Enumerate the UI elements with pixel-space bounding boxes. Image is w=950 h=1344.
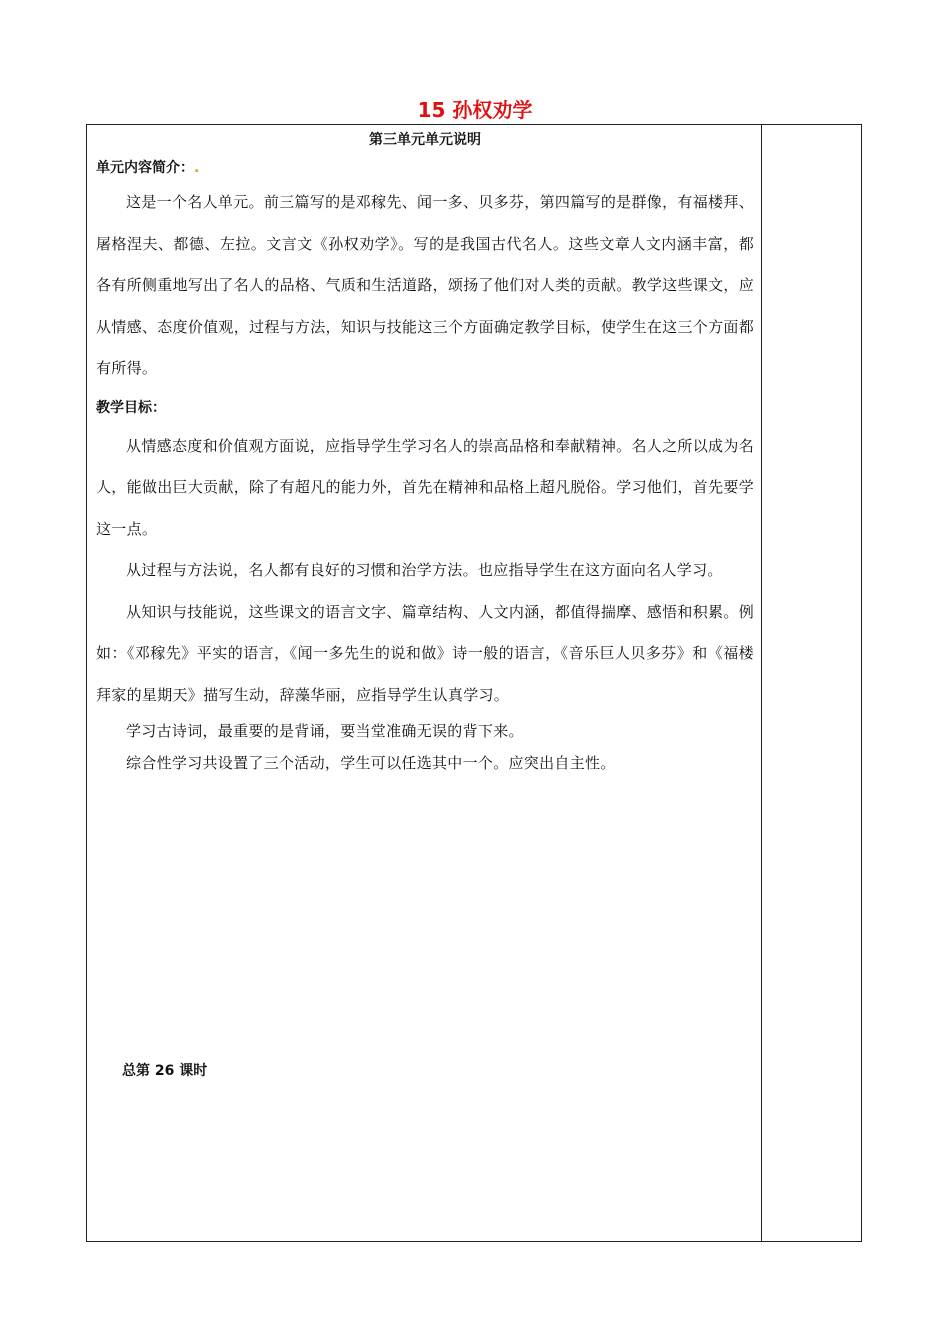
goals-paragraph-3: 从知识与技能说，这些课文的语言文字、篇章结构、人文内涵，都值得揣摩、感悟和积累。例如：《邓稼先》平实的语言，《闻一多先生的说和做》诗一般的语言，《音乐巨人贝多芬》和《福楼拜家的星期天》描写生动，辞藻华丽，应指导学生认真学习。: [96, 602, 754, 704]
goals-heading: 教学目标：: [96, 399, 166, 416]
goals-paragraph-1: 从情感态度和价值观方面说，应指导学生学习名人的崇高品格和奉献精神。名人之所以成为名人，能做出巨大贡献，除了有超凡的能力外，首先在精神和品格上超凡脱俗。学习他们，首先要学这一点。: [96, 436, 754, 538]
unit-title: 第三单元单元说明: [369, 132, 481, 148]
intro-heading: [96, 154, 754, 182]
document-title: 15 孙权劝学: [417, 98, 533, 122]
table-column-divider: [761, 124, 762, 1242]
goals-paragraph-4: 学习古诗词，最重要的是背诵，要当堂准确无误的背下来。: [126, 722, 524, 740]
intro-heading-text: 单元内容简介：: [96, 160, 194, 176]
lesson-count: 总第 26 课时: [122, 1063, 208, 1079]
goals-paragraph-2: 从过程与方法说，名人都有良好的习惯和治学方法。也应指导学生在这方面向名人学习。: [126, 561, 723, 579]
lesson-table-main-cell: [96, 126, 754, 780]
decorative-dot: .: [194, 160, 200, 176]
goals-paragraph-5: 综合性学习共设置了三个活动，学生可以任选其中一个。应突出自主性。: [126, 754, 616, 772]
intro-paragraph: 这是一个名人单元。前三篇写的是邓稼先、闻一多、贝多芬，第四篇写的是群像，有福楼拜、屠格涅夫、都德、左拉。文言文《孙权劝学》。写的是我国古代名人。这些文章人文内涵丰富，都各有所侧重地写出了名人的品格、气质和生活道路，颂扬了他们对人类的贡献。教学这些课文，应从情感、态度价值观，过程与方法，知识与技能这三个方面确定教学目标，使学生在这三个方面都有所得。: [96, 193, 754, 377]
